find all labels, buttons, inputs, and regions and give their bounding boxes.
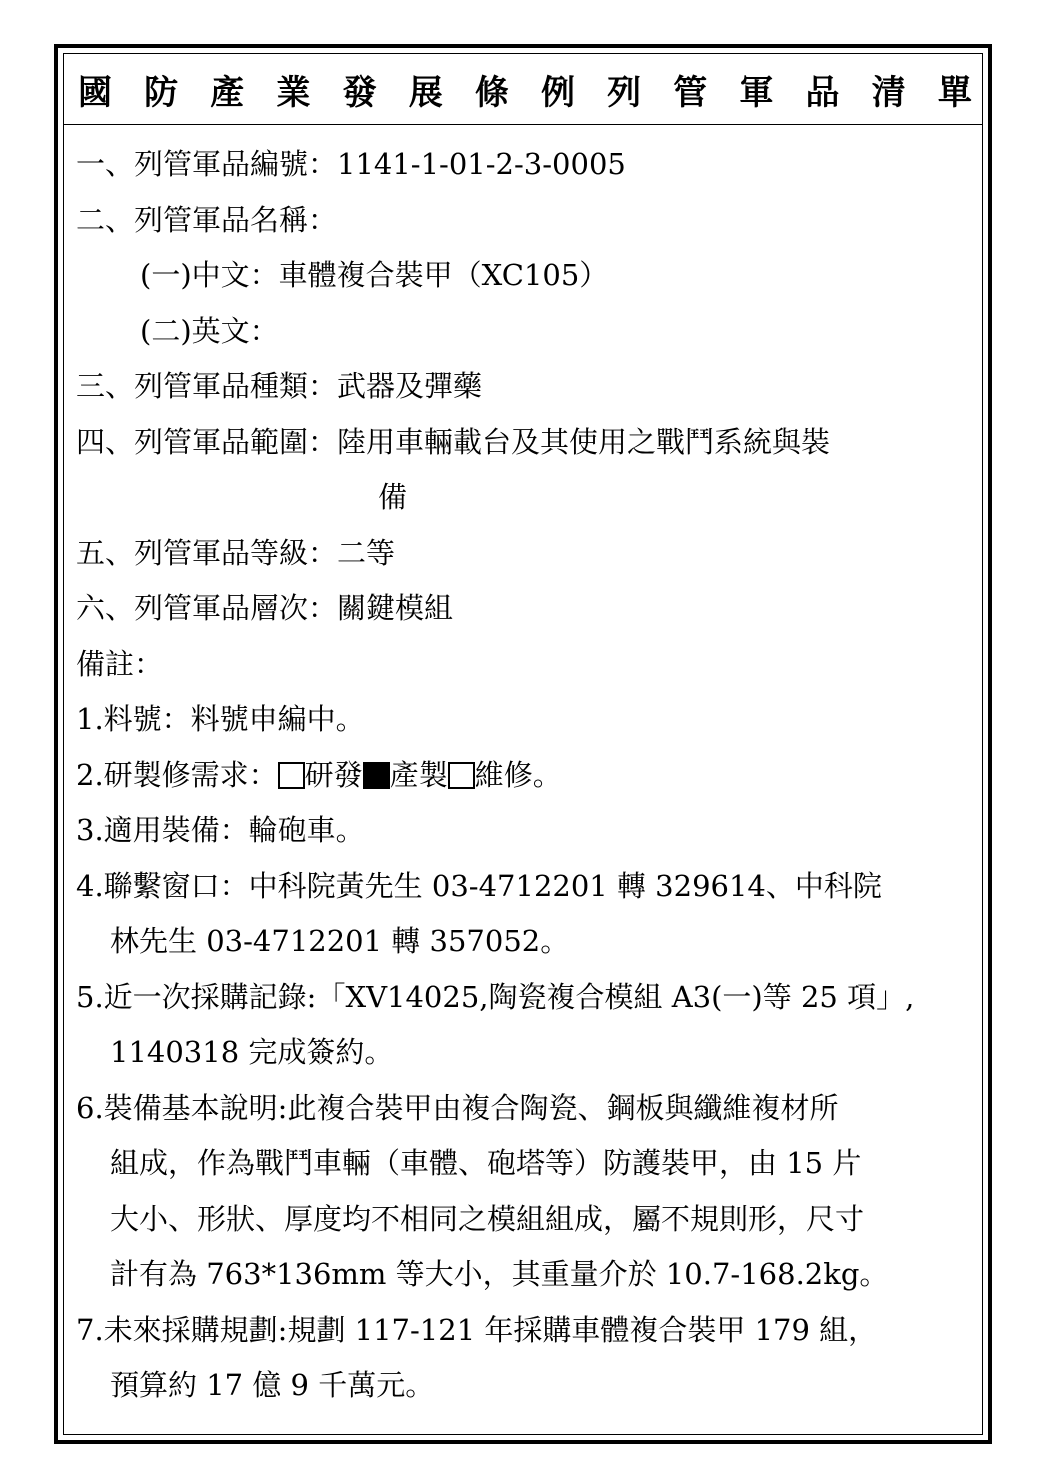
remarks-heading: 備註： (76, 646, 164, 681)
title-char: 產 (210, 72, 245, 113)
requirement-label: 2.研製修需求： (76, 757, 278, 792)
item-scope-continued: 備 (378, 480, 408, 514)
remark-description-line4: 計有為 763*136mm 等大小，其重量介於 10.7-168.2kg。 (110, 1257, 889, 1291)
remark-purchase-line2: 1140318 完成簽約。 (110, 1035, 394, 1069)
title-char: 業 (276, 72, 311, 113)
title-char: 品 (805, 72, 840, 113)
document-title (64, 54, 982, 125)
document-frame (54, 44, 992, 1444)
remark-description-line1: 6.裝備基本說明:此複合裝甲由複合陶瓷、鋼板與纖維複材所 (76, 1090, 839, 1125)
title-char: 防 (144, 72, 179, 113)
remark-description-line2: 組成，作為戰鬥車輛（車體、砲塔等）防護裝甲，由 15 片 (110, 1146, 862, 1180)
remark-description-line3: 大小、形狀、厚度均不相同之模組組成，屬不規則形，尺寸 (110, 1201, 865, 1236)
item-level: 六、列管軍品層次：關鍵模組 (76, 591, 454, 625)
title-char: 發 (342, 72, 377, 113)
item-scope: 四、列管軍品範圍：陸用車輛載台及其使用之戰鬥系統與裝 (76, 424, 831, 459)
item-category: 三、列管軍品種類：武器及彈藥 (76, 369, 483, 403)
remark-purchase-line1: 5.近一次採購記錄:「XV14025,陶瓷複合模組 A3(一)等 25 項」, (76, 979, 915, 1014)
remark-part-number: 1.料號：料號申編中。 (76, 702, 365, 736)
title-char: 例 (540, 72, 575, 113)
option-research-label: 研發 (304, 757, 363, 792)
option-production-label: 產製 (389, 757, 448, 792)
title-char: 軍 (739, 72, 774, 113)
item-number: 一、列管軍品編號：1141-1-01-2-3-0005 (76, 147, 626, 181)
item-grade: 五、列管軍品等級：二等 (76, 535, 396, 570)
option-maintenance-label: 維修。 (474, 757, 562, 792)
item-name-english: (二)英文： (140, 313, 279, 348)
title-char: 國 (78, 72, 112, 113)
item-name-heading: 二、列管軍品名稱： (76, 202, 338, 237)
document-body (64, 125, 982, 1417)
title-char: 單 (937, 72, 972, 113)
remark-contact-line2: 林先生 03-4712201 轉 357052。 (110, 924, 570, 958)
remark-contact-line1: 4.聯繫窗口：中科院黃先生 03-4712201 轉 329614、中科院 (76, 868, 882, 903)
item-name-chinese: (一)中文：車體複合裝甲（XC105） (140, 258, 609, 292)
title-char: 管 (673, 72, 708, 113)
title-char: 展 (408, 72, 443, 113)
remark-requirement (76, 751, 982, 807)
checkbox-production[interactable] (363, 762, 390, 789)
checkbox-research[interactable] (278, 762, 305, 789)
remark-plan-line1: 7.未來採購規劃:規劃 117-121 年採購車體複合裝甲 179 組， (76, 1312, 878, 1347)
document-inner-frame (63, 53, 983, 1435)
title-char: 條 (474, 72, 509, 113)
title-char: 列 (607, 72, 642, 113)
title-char: 清 (871, 72, 906, 113)
remark-equipment: 3.適用裝備：輪砲車。 (76, 813, 365, 847)
checkbox-maintenance[interactable] (448, 762, 475, 789)
remark-plan-line2: 預算約 17 億 9 千萬元。 (110, 1368, 435, 1402)
